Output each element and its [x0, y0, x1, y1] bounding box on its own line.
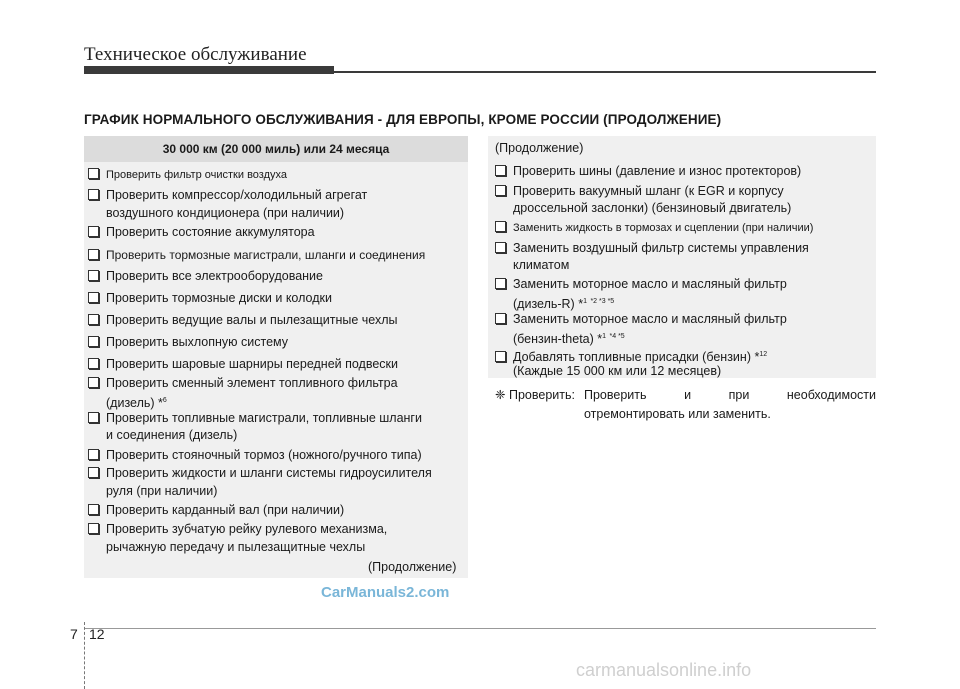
checkbox-icon: [88, 336, 99, 347]
list-item-continuation: (дизель) *$^6$: [106, 396, 167, 411]
footer-divider: [84, 622, 86, 689]
list-item-continuation: и соединения (дизель): [106, 428, 238, 442]
list-item: Заменить воздушный фильтр системы управления: [495, 240, 809, 257]
checkbox-icon: [88, 449, 99, 460]
checkbox-icon: [88, 523, 99, 534]
continued-label: (Продолжение): [495, 141, 584, 155]
checkbox-icon: [88, 168, 99, 179]
list-item: Проверить шины (давление и износ протекторов): [495, 163, 801, 180]
list-item: Проверить выхлопную систему: [88, 334, 288, 351]
list-item: Проверить вакуумный шланг (к EGR и корпусу: [495, 183, 784, 200]
note: [495, 386, 876, 424]
list-item: Проверить шаровые шарниры передней подвески: [88, 356, 398, 373]
continued-label: (Продолжение): [368, 560, 457, 574]
list-item-continuation: (дизель-R) *$^1$ $^{*2 *3 *5}$: [513, 297, 615, 312]
page-header-title: Техническое обслуживание: [84, 44, 307, 65]
list-item: Проверить жидкости и шланги системы гидроусилителя: [88, 465, 432, 482]
footer-rule: [84, 628, 876, 629]
watermark-text: carmanualsonline.info: [576, 660, 752, 680]
checkbox-icon: [88, 314, 99, 325]
header-bar: [84, 66, 334, 74]
list-item-continuation: воздушного кондиционера (при наличии): [106, 206, 345, 220]
checkbox-icon: [88, 189, 99, 200]
list-item: Проверить карданный вал (при наличии): [88, 502, 344, 519]
list-item: Заменить моторное масло и масляный фильтр: [495, 276, 787, 293]
checkbox-icon: [495, 313, 506, 324]
list-item-continuation: (Каждые 15 000 км или 12 месяцев): [513, 364, 722, 378]
watermark-logo: CarManuals2.com: [321, 584, 450, 601]
list-item: Проверить ведущие валы и пылезащитные чехлы: [88, 312, 398, 329]
list-item: Проверить состояние аккумулятора: [88, 224, 315, 241]
interval-heading: 30 000 км (20 000 миль) или 24 месяца: [84, 136, 468, 162]
list-item-continuation: руля (при наличии): [106, 484, 218, 498]
list-item: Проверить тормозные магистрали, шланги и соединения: [88, 247, 425, 265]
list-item: Проверить компрессор/холодильный агрегат: [88, 187, 367, 204]
checkbox-icon: [88, 467, 99, 478]
list-item: Проверить все электрооборудование: [88, 268, 323, 285]
checkbox-icon: [495, 242, 506, 253]
list-item: Проверить зубчатую рейку рулевого механизма,: [88, 521, 387, 538]
checkbox-icon: [88, 226, 99, 237]
list-item: Проверить топливные магистрали, топливные шланги: [88, 410, 422, 427]
checkbox-icon: [495, 165, 506, 176]
checkbox-icon: [495, 221, 506, 232]
note-text: отремонтировать или заменить.: [584, 407, 771, 421]
page-number: 12: [89, 626, 105, 642]
header-rule: [334, 71, 876, 73]
list-item-continuation: дроссельной заслонки) (бензиновый двигатель): [513, 201, 792, 215]
list-item: Проверить тормозные диски и колодки: [88, 290, 332, 307]
note-label: Проверить:: [509, 388, 575, 402]
list-item: Проверить фильтр очистки воздуха: [88, 167, 287, 184]
list-item-continuation: рычажную передачу и пылезащитные чехлы: [106, 540, 366, 554]
note-symbol-icon: ❈: [495, 388, 506, 402]
list-item-continuation: климатом: [513, 258, 570, 272]
checkbox-icon: [495, 351, 506, 362]
list-item: Проверить сменный элемент топливного фильтра: [88, 375, 398, 392]
checkbox-icon: [88, 412, 99, 423]
chapter-number: 7: [70, 626, 78, 642]
list-item: Заменить моторное масло и масляный фильтр: [495, 311, 787, 328]
checkbox-icon: [495, 278, 506, 289]
checkbox-icon: [88, 504, 99, 515]
checkbox-icon: [88, 358, 99, 369]
checkbox-icon: [88, 377, 99, 388]
list-item: Проверить стояночный тормоз (ножного/ручного типа): [88, 447, 422, 464]
note-text: Проверить и при необходимости: [584, 388, 876, 402]
list-item: Добавлять топливные присадки (бензин) *$^{12}$: [495, 346, 767, 366]
checkbox-icon: [88, 270, 99, 281]
schedule-title: ГРАФИК НОРМАЛЬНОГО ОБСЛУЖИВАНИЯ - ДЛЯ ЕВРОПЫ, КРОМЕ РОССИИ (ПРОДОЛЖЕНИЕ): [84, 112, 722, 127]
list-item: Заменить жидкость в тормозах и сцеплении (при наличии): [495, 220, 813, 237]
list-item-continuation: (бензин-theta) *$^1$ $^{*4 *5}$: [513, 332, 625, 347]
checkbox-icon: [88, 249, 99, 260]
checkbox-icon: [88, 292, 99, 303]
checkbox-icon: [495, 185, 506, 196]
